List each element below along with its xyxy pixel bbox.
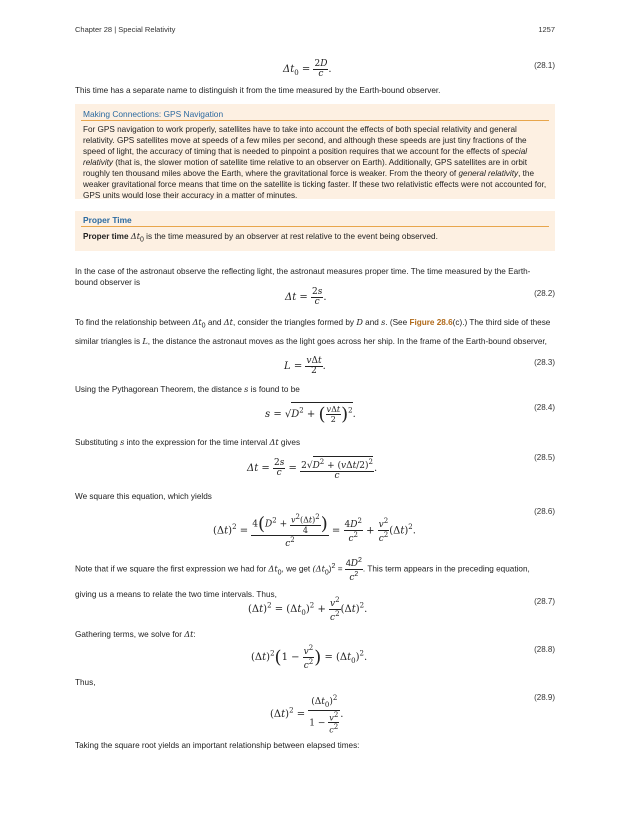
equation-number: (28.4): [534, 403, 555, 412]
running-header-page-number: 1257: [538, 25, 555, 34]
box-title: Making Connections: GPS Navigation: [83, 109, 224, 119]
equation-number: (28.9): [534, 693, 555, 702]
equation-28-7: $(\Delta t)^2 = (\Delta t_0)^2$ + $\frac{v^2}{c^2}$ $(\Delta t)^2$. (28.7): [248, 596, 555, 623]
defined-term: Proper time: [83, 232, 129, 241]
box-title: Proper Time: [83, 215, 132, 225]
equation-28-8: $(\Delta t)^2(1$ − $\frac{v^2}{c^2}$ ) = $(\Delta t_0)^2$. (28.8): [251, 644, 555, 671]
paragraph-substituting: Substituting s into the expression for the time interval Δt gives: [75, 437, 301, 447]
equation-28-6: $(\Delta t)^2$ = $4(D^2$ + $\frac{v^2(\Delta t)^2}{4}$ ) $c^2$ = $\frac{4D^2}{c^2}$ + $\frac{v^2}{c^2}$ $(\Delta t)^2$. (28.6): [213, 507, 555, 549]
equation-28-9: $(\Delta t)^2$ = $(\Delta t_0)^2$ 1 − $\frac{v^2}{c^2}$ . (28.9): [270, 693, 555, 736]
paragraph-intro: This time has a separate name to distinguish it from the time measured by the Earth-bound observer.: [75, 86, 441, 95]
equation-28-2: Δt = $\frac{2s}{c}$ . (28.2): [285, 287, 555, 307]
equation-28-1: $\Delta t_0$ = $\frac{2D}{c}$ . (28.1): [283, 59, 555, 79]
equation-number: (28.7): [534, 597, 555, 606]
paragraph-thus: Thus,: [75, 678, 96, 687]
equation-number: (28.2): [534, 289, 555, 298]
equation-28-4: $s = √D^2$ + ( $\frac{\text{vΔt}}{2}$ )$^2$. (28.4): [265, 403, 555, 425]
equation-number: (28.1): [534, 61, 555, 70]
paragraph-square-root: Taking the square root yields an important relationship between elapsed times:: [75, 741, 360, 750]
making-connections-box: [75, 104, 555, 199]
box-divider: [81, 226, 549, 227]
proper-time-box: [75, 211, 555, 251]
paragraph-triangles: To find the relationship between $\Delta t_0$ and Δt, consider the triangles formed by D and s. (See Figure 28.6(c).) The third side of these similar triangles is L, the distance the astronaut moves as the light goes across her ship. In the frame of the Earth-bound observer,: [75, 317, 551, 346]
definition: Proper time $\Delta t_0$ is the time measured by an observer at rest relative to the event being observed.: [83, 231, 438, 244]
equation-number: (28.8): [534, 645, 555, 654]
figure-link[interactable]: Figure 28.6: [409, 318, 453, 327]
box-body: For GPS navigation to work properly, satellites have to take into account the effects of both special relativity and general relativity. GPS satellites move at speeds of a few miles per second, and although these speeds are just tiny fractions of the speed of light, the accuracy of timing that is needed to pinpoint a position requires that we account for the effects of special relativity (that is, the slower motion of satellite time relative to an observer on Earth). Additionally, GPS satellites are in orbit roughly ten thousand miles above the Earth, where the gravitational force is weaker. From the theory of general relativity, the weaker gravitational force means that time on the satellite is ticking faster. If these two relativistic effects were not accounted for, GPS units would lose their accuracy in a matter of minutes.: [83, 125, 547, 200]
paragraph-gathering: Gathering terms, we solve for Δt:: [75, 629, 196, 639]
paragraph-note: Note that if we square the first expression we had for $\Delta t_0$, we get $(\Delta t_0)^2$ = $\frac{4D^2}{c^2}$ . This term appears in the preceding equation, giving us a means to relate the two time intervals. Thus,: [75, 557, 530, 600]
equation-28-3: L = $\frac{\text{vΔt}}{2}$ . (28.3): [284, 356, 555, 376]
paragraph-square: We square this equation, which yields: [75, 492, 212, 501]
box-divider: [81, 120, 549, 121]
paragraph-pythagorean: Using the Pythagorean Theorem, the distance s is found to be: [75, 384, 300, 394]
equation-number: (28.5): [534, 453, 555, 462]
running-header-chapter: Chapter 28 | Special Relativity: [75, 25, 176, 34]
paragraph-earth-bound: In the case of the astronaut observe the reflecting light, the astronaut measures proper time. The time measured by the Earth-bound observer is: [75, 267, 531, 287]
equation-28-5: Δt = $\frac{2s}{c}$ = $\frac{2√D^2 + (v\Delta t/2)^2}{c}$ . (28.5): [247, 453, 555, 481]
equation-number: (28.3): [534, 358, 555, 367]
equation-number: (28.6): [534, 507, 555, 516]
